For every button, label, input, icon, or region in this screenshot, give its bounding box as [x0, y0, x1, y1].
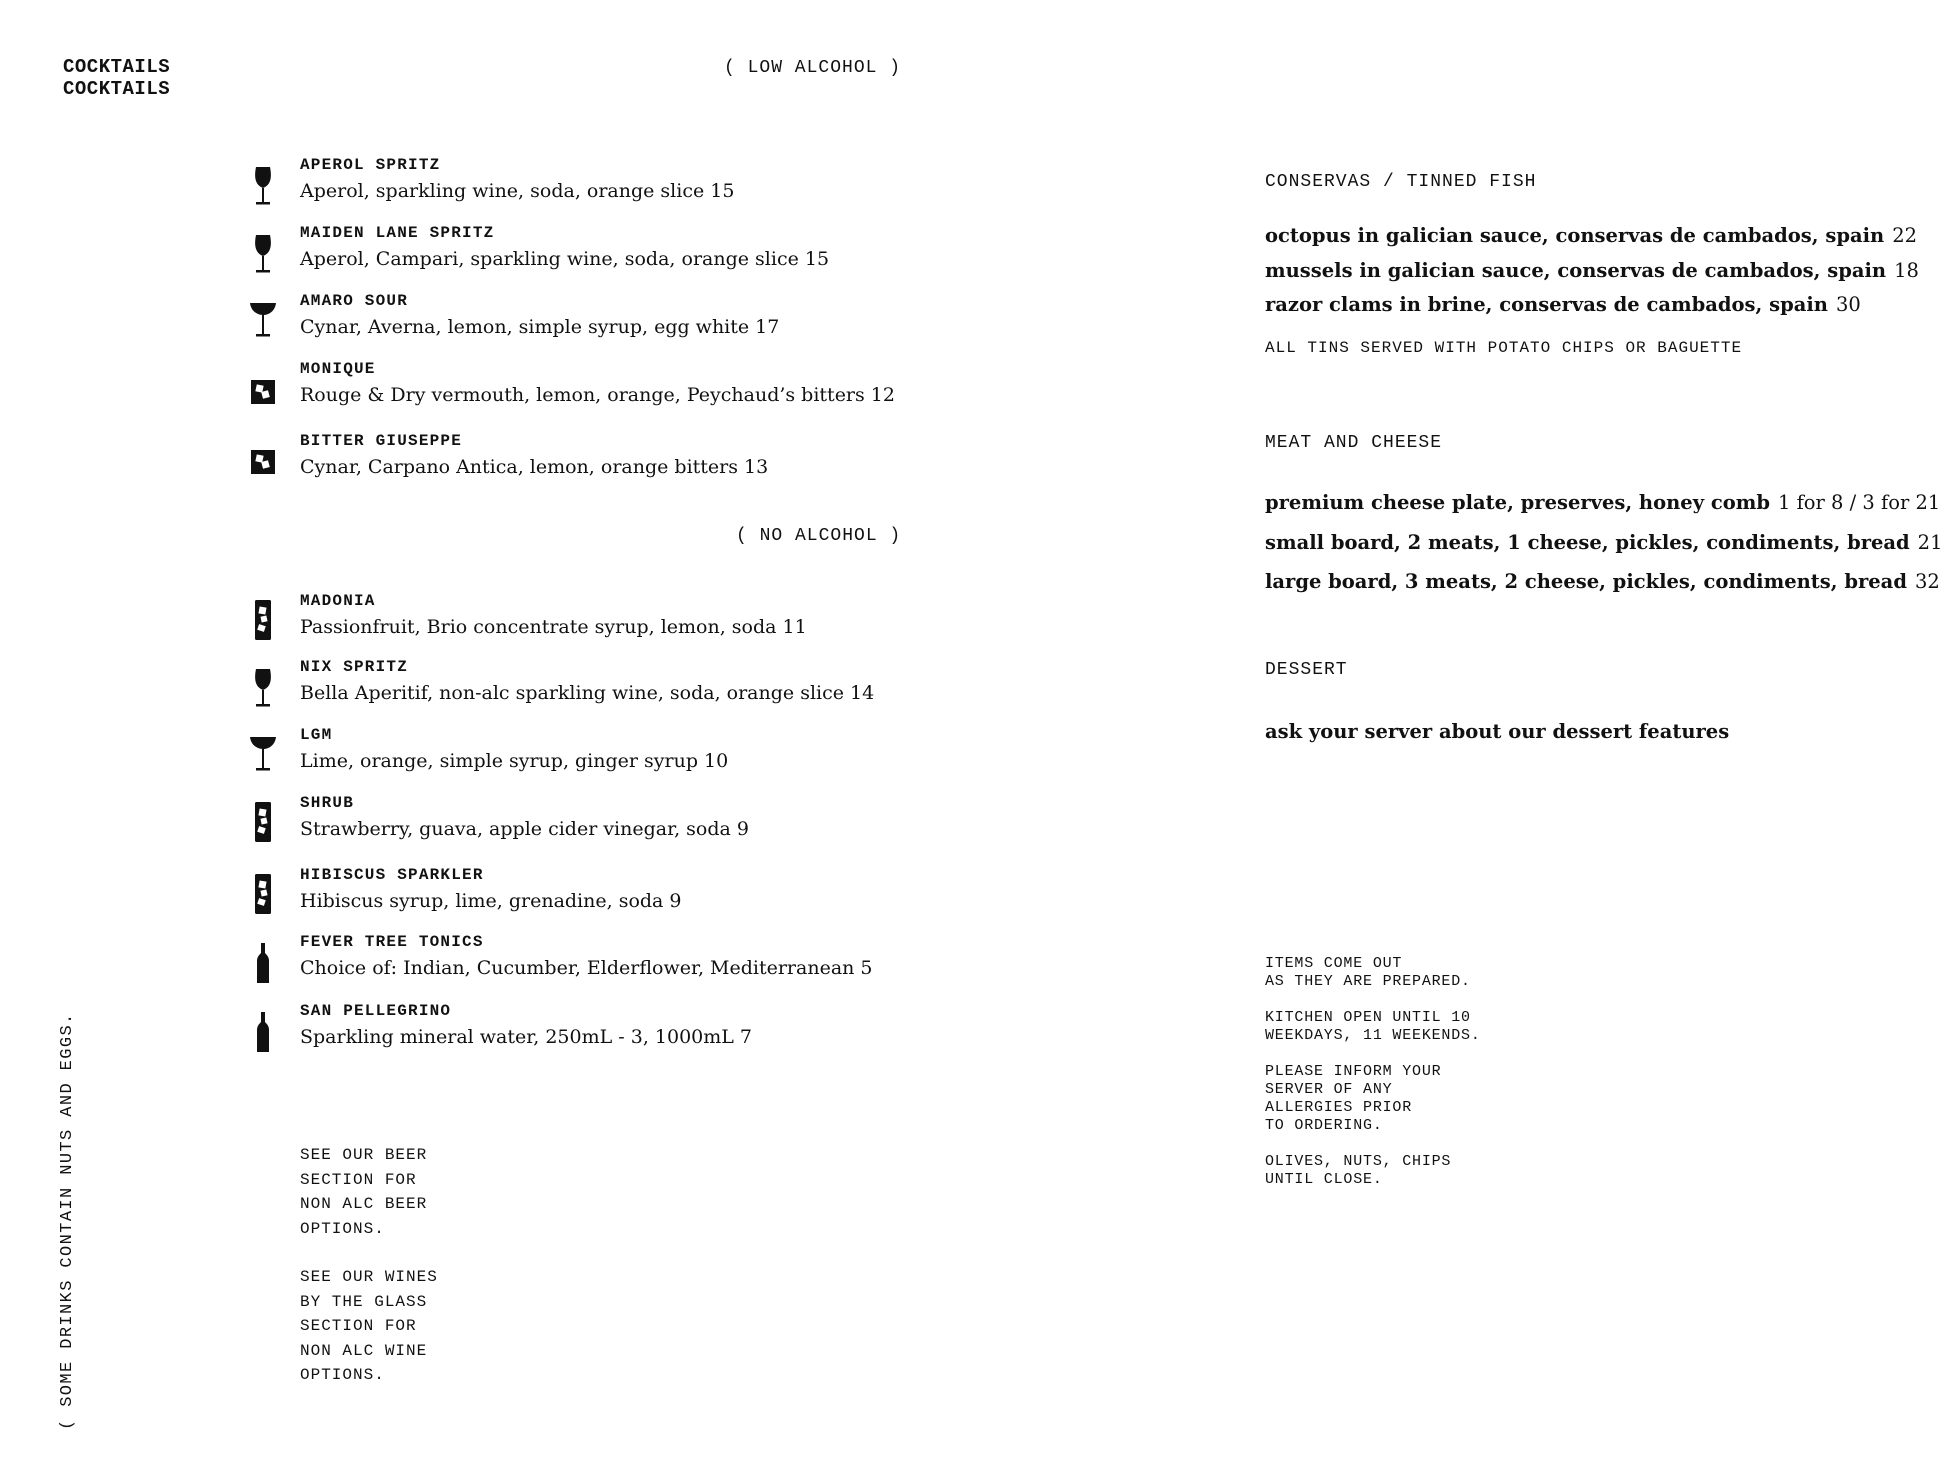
- dessert-description: ask your server about our dessert features: [1265, 720, 1730, 743]
- dessert-heading: DESSERT: [1265, 660, 1348, 680]
- drink-name: AMARO SOUR: [300, 292, 409, 310]
- dessert-text: [1265, 720, 1729, 743]
- non-alc-wine-note: SEE OUR WINES BY THE GLASS SECTION FOR NON ALC WINE OPTIONS.: [300, 1268, 438, 1384]
- no-alcohol-heading: ( NO ALCOHOL ): [736, 526, 902, 546]
- kitchen-note: OLIVES, NUTS, CHIPS UNTIL CLOSE.: [1265, 1153, 1452, 1188]
- menu-item-price: 30: [1835, 293, 1861, 316]
- drink-item: [250, 432, 970, 492]
- menu-item-name: mussels in galician sauce, conservas de cambados, spain: [1265, 259, 1887, 282]
- drink-item: [250, 292, 970, 352]
- rocks-glass-icon: [250, 370, 276, 414]
- drink-description: Aperol, Campari, sparkling wine, soda, orange slice 15: [300, 248, 830, 270]
- brand-line-2: COCKTAILS: [63, 78, 171, 100]
- kitchen-notes: [1265, 955, 1481, 1207]
- conservas-heading: CONSERVAS / TINNED FISH: [1265, 172, 1537, 192]
- menu-item-price: 32: [1914, 570, 1940, 593]
- drink-name: SAN PELLEGRINO: [300, 1002, 452, 1020]
- drink-name: LGM: [300, 726, 333, 744]
- menu-item-name: premium cheese plate, preserves, honey comb: [1265, 491, 1770, 514]
- drink-item: [250, 726, 970, 786]
- drink-name: HIBISCUS SPARKLER: [300, 866, 484, 884]
- brand-logo: [63, 56, 170, 100]
- menu-item: [1265, 491, 1940, 514]
- menu-item: [1265, 224, 1917, 247]
- meat-cheese-heading: MEAT AND CHEESE: [1265, 433, 1443, 453]
- drink-description: Choice of: Indian, Cucumber, Elderflower, Mediterranean 5: [300, 957, 873, 979]
- bottle-icon: [250, 1010, 276, 1054]
- drink-description: Rouge & Dry vermouth, lemon, orange, Peychaud’s bitters 12: [300, 384, 895, 406]
- menu-item: [1265, 293, 1861, 316]
- wine-glass-icon: [250, 164, 276, 208]
- drink-description: Cynar, Averna, lemon, simple syrup, egg white 17: [300, 316, 780, 338]
- highball-glass-icon: [250, 872, 276, 916]
- non-alc-beer-note: SEE OUR BEER SECTION FOR NON ALC BEER OPTIONS.: [300, 1146, 428, 1238]
- drink-name: APEROL SPRITZ: [300, 156, 441, 174]
- wine-glass-icon: [250, 666, 276, 710]
- drink-item: [250, 224, 970, 284]
- drink-description: Lime, orange, simple syrup, ginger syrup 10: [300, 750, 729, 772]
- menu-item: [1265, 570, 1940, 593]
- highball-glass-icon: [250, 800, 276, 844]
- low-alcohol-heading: ( LOW ALCOHOL ): [724, 58, 902, 78]
- menu-item-price: 1 for 8 / 3 for 21: [1777, 491, 1941, 514]
- drink-description: Passionfruit, Brio concentrate syrup, lemon, soda 11: [300, 616, 807, 638]
- conservas-note: ALL TINS SERVED WITH POTATO CHIPS OR BAGUETTE: [1265, 339, 1743, 357]
- rocks-glass-icon: [250, 440, 276, 484]
- highball-glass-icon: [250, 598, 276, 642]
- drink-name: MADONIA: [300, 592, 376, 610]
- drink-description: Sparkling mineral water, 250mL - 3, 1000mL 7: [300, 1026, 753, 1048]
- kitchen-note: KITCHEN OPEN UNTIL 10 WEEKDAYS, 11 WEEKENDS.: [1265, 1009, 1481, 1044]
- allergy-side-note: ( SOME DRINKS CONTAIN NUTS AND EGGS.: [58, 1012, 77, 1430]
- drink-description: Cynar, Carpano Antica, lemon, orange bitters 13: [300, 456, 769, 478]
- drink-item: [250, 1002, 970, 1062]
- menu-item-price: 21: [1917, 531, 1942, 554]
- coupe-glass-icon: [250, 730, 276, 774]
- drink-item: [250, 794, 970, 854]
- drink-item: [250, 360, 970, 420]
- kitchen-note: ITEMS COME OUT AS THEY ARE PREPARED.: [1265, 955, 1471, 990]
- menu-item: [1265, 531, 1942, 554]
- menu-item-name: octopus in galician sauce, conservas de cambados, spain: [1265, 224, 1885, 247]
- drink-item: [250, 866, 970, 926]
- wine-glass-icon: [250, 232, 276, 276]
- menu-item-name: large board, 3 meats, 2 cheese, pickles, condiments, bread: [1265, 570, 1907, 593]
- brand-line-1: COCKTAILS: [63, 56, 171, 78]
- drink-item: [250, 658, 970, 718]
- bottle-icon: [250, 941, 276, 985]
- menu-item-name: small board, 2 meats, 1 cheese, pickles, condiments, bread: [1265, 531, 1910, 554]
- drink-item: [250, 156, 970, 216]
- menu-item-price: 18: [1894, 259, 1919, 282]
- menu-item-name: razor clams in brine, conservas de cambados, spain: [1265, 293, 1828, 316]
- drink-description: Hibiscus syrup, lime, grenadine, soda 9: [300, 890, 682, 912]
- menu-item-price: 22: [1892, 224, 1918, 247]
- drink-name: NIX SPRITZ: [300, 658, 409, 676]
- drink-description: Aperol, sparkling wine, soda, orange slice 15: [300, 180, 735, 202]
- drink-description: Strawberry, guava, apple cider vinegar, soda 9: [300, 818, 749, 840]
- drink-name: SHRUB: [300, 794, 355, 812]
- menu-item: [1265, 259, 1919, 282]
- drink-item: [250, 933, 970, 993]
- drink-name: MAIDEN LANE SPRITZ: [300, 224, 495, 242]
- drink-item: [250, 592, 970, 652]
- drink-name: FEVER TREE TONICS: [300, 933, 484, 951]
- drink-description: Bella Aperitif, non-alc sparkling wine, soda, orange slice 14: [300, 682, 875, 704]
- kitchen-note: PLEASE INFORM YOUR SERVER OF ANY ALLERGIES PRIOR TO ORDERING.: [1265, 1063, 1442, 1134]
- drink-name: MONIQUE: [300, 360, 376, 378]
- drink-name: BITTER GIUSEPPE: [300, 432, 463, 450]
- coupe-glass-icon: [250, 296, 276, 340]
